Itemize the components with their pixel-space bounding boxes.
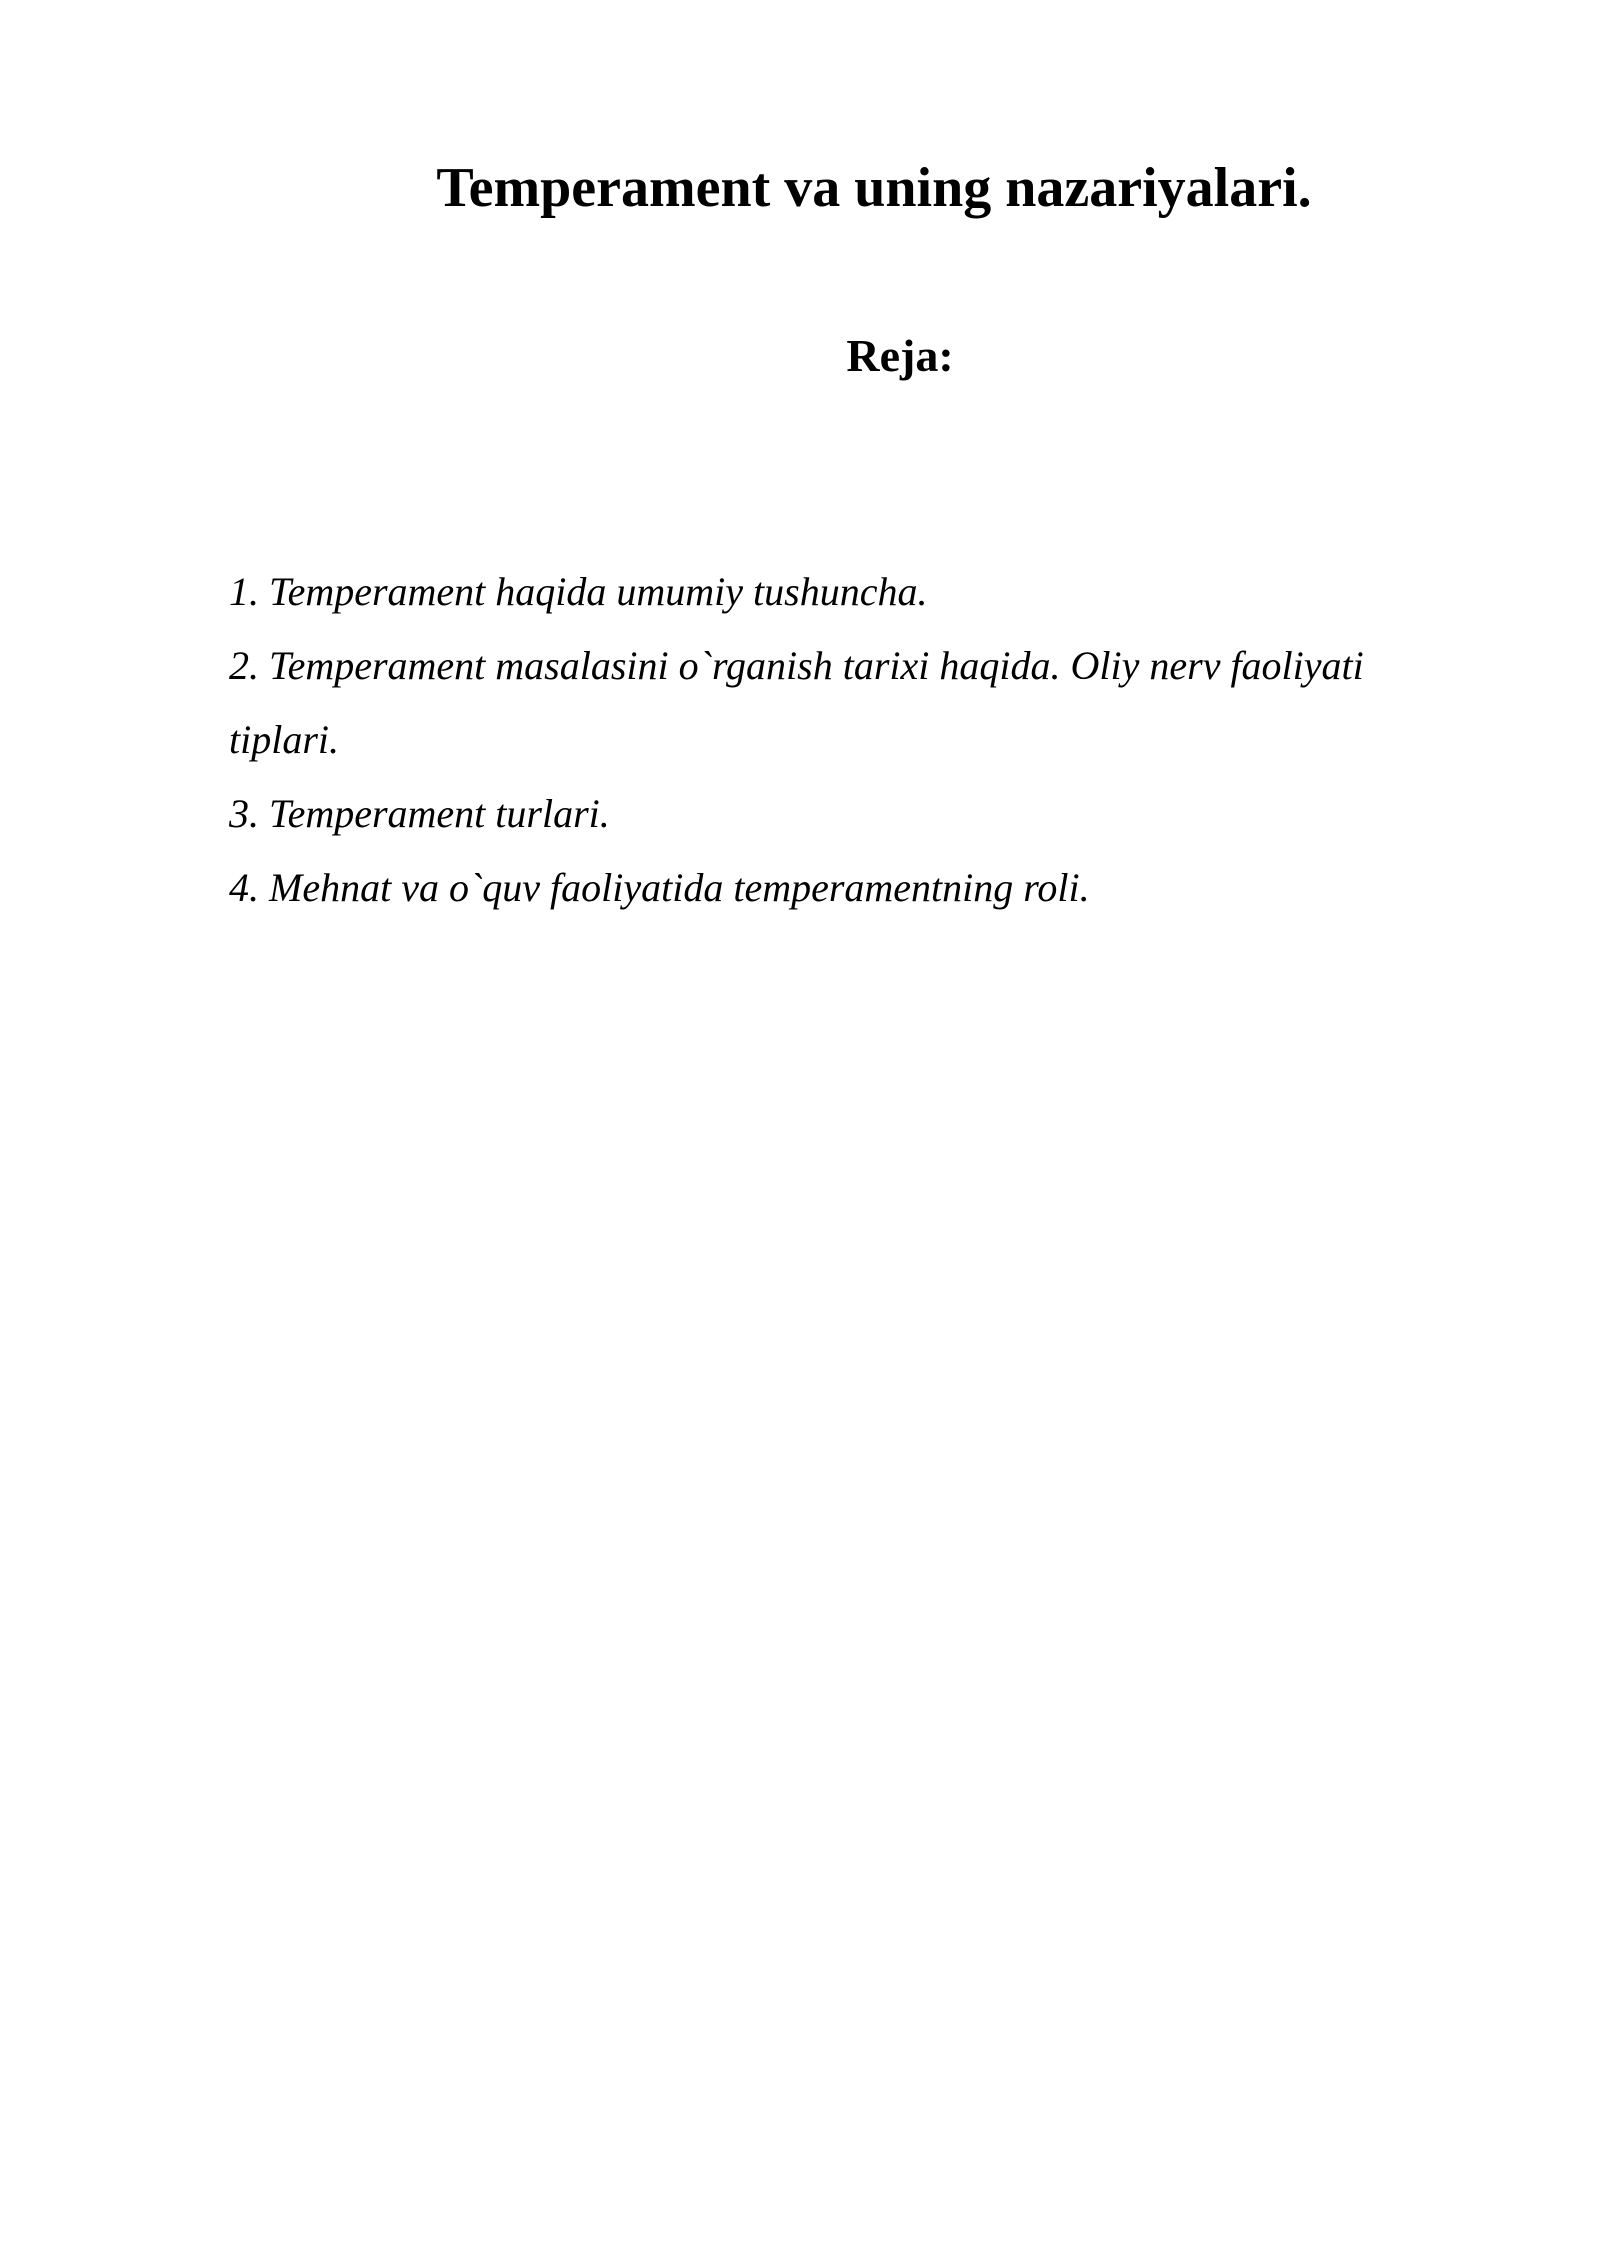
plan-item: 2. Temperament masalasini o`rganish tarixi haqida. Oliy nerv faoliyati tiplari. (229, 643, 1364, 762)
plan-item: 3. Temperament turlari. (229, 791, 610, 836)
plan-item: 4. Mehnat va o`quv faoliyatida temperamentning roli. (229, 865, 1090, 910)
document-title: Temperament va uning nazariyalari. (436, 157, 1312, 219)
plan-heading: Reja: (846, 330, 954, 381)
plan-list (229, 555, 1459, 925)
plan-item: 1. Temperament haqida umumiy tushuncha. (229, 569, 928, 614)
